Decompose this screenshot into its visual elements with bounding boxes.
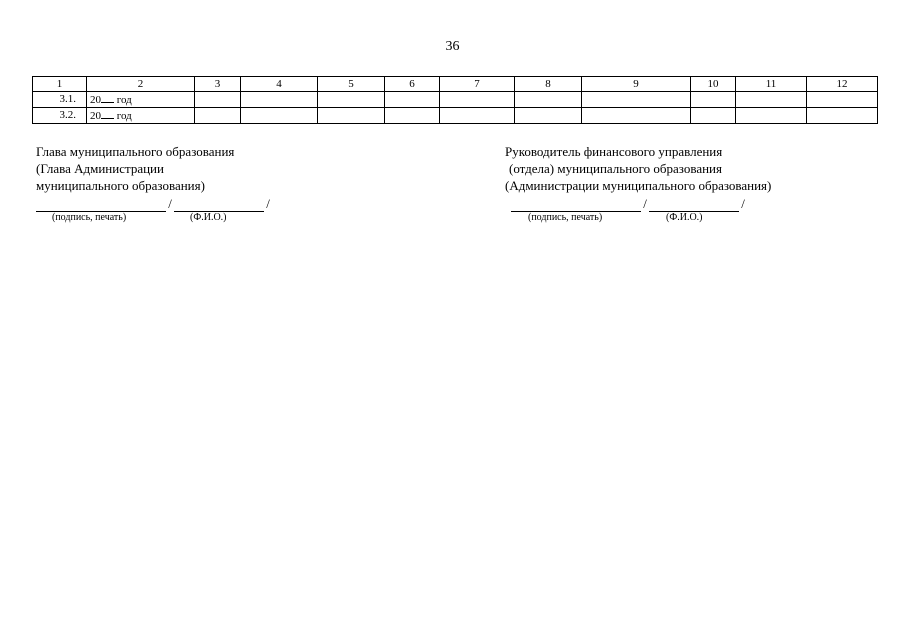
right-caption-signature: (подпись, печать) [528, 212, 603, 223]
table-cell [195, 92, 241, 108]
table-cell [241, 108, 318, 124]
left-signature-block [36, 143, 272, 209]
table-cell [582, 108, 691, 124]
year-suffix: год [116, 94, 132, 106]
right-signature-blank [511, 200, 641, 212]
year-blank [101, 92, 114, 103]
table-cell [385, 92, 440, 108]
left-signature-blank [36, 200, 166, 212]
table-cell [195, 108, 241, 124]
table-cell [318, 108, 385, 124]
table-cell [736, 92, 807, 108]
left-caption-name: (Ф.И.О.) [190, 212, 227, 223]
column-header: 9 [582, 77, 691, 92]
table-row [33, 108, 878, 124]
left-name-blank [174, 200, 264, 212]
right-signature-block [505, 143, 771, 209]
table-cell [440, 108, 515, 124]
year-suffix: год [116, 110, 132, 122]
table-cell [691, 92, 736, 108]
left-signature-row [36, 195, 272, 209]
year-cell [87, 108, 195, 124]
column-header: 3 [195, 77, 241, 92]
table-row [33, 92, 878, 108]
left-title-line-1: Глава муниципального образования [36, 144, 235, 159]
table-cell [807, 92, 878, 108]
table-cell [691, 108, 736, 124]
table-cell [736, 108, 807, 124]
page-number: 36 [445, 39, 460, 54]
column-header: 11 [736, 77, 807, 92]
left-title-line-2: (Глава Администрации [36, 161, 164, 176]
right-signature-row [505, 195, 771, 209]
right-name-blank [649, 200, 739, 212]
table-cell [385, 108, 440, 124]
right-slash-open: / [643, 196, 647, 211]
year-cell [87, 92, 195, 108]
right-title-line-1: Руководитель финансового управления [505, 144, 723, 159]
table-cell [318, 92, 385, 108]
year-prefix: 20 [90, 110, 101, 122]
column-header: 8 [515, 77, 582, 92]
table-cell [515, 92, 582, 108]
table-header-row [33, 77, 878, 92]
column-header: 10 [691, 77, 736, 92]
column-header: 4 [241, 77, 318, 92]
left-slash-close: / [266, 196, 270, 211]
table-cell [582, 92, 691, 108]
row-number: 3.1. [33, 92, 87, 108]
data-table [32, 76, 878, 124]
left-slash-open: / [168, 196, 172, 211]
table-cell [807, 108, 878, 124]
table-cell [241, 92, 318, 108]
right-title-line-3: (Администрации муниципального образования) [505, 178, 772, 193]
right-caption-name: (Ф.И.О.) [666, 212, 703, 223]
column-header: 2 [87, 77, 195, 92]
left-caption-signature: (подпись, печать) [52, 212, 127, 223]
left-title-line-3: муниципального образования) [36, 178, 205, 193]
right-slash-close: / [741, 196, 745, 211]
right-title-line-2: (отдела) муниципального образования [509, 161, 722, 176]
year-blank [101, 108, 114, 119]
column-header: 6 [385, 77, 440, 92]
table-cell [440, 92, 515, 108]
column-header: 7 [440, 77, 515, 92]
column-header: 12 [807, 77, 878, 92]
column-header: 5 [318, 77, 385, 92]
row-number: 3.2. [33, 108, 87, 124]
table-cell [515, 108, 582, 124]
year-prefix: 20 [90, 94, 101, 106]
column-header: 1 [33, 77, 87, 92]
